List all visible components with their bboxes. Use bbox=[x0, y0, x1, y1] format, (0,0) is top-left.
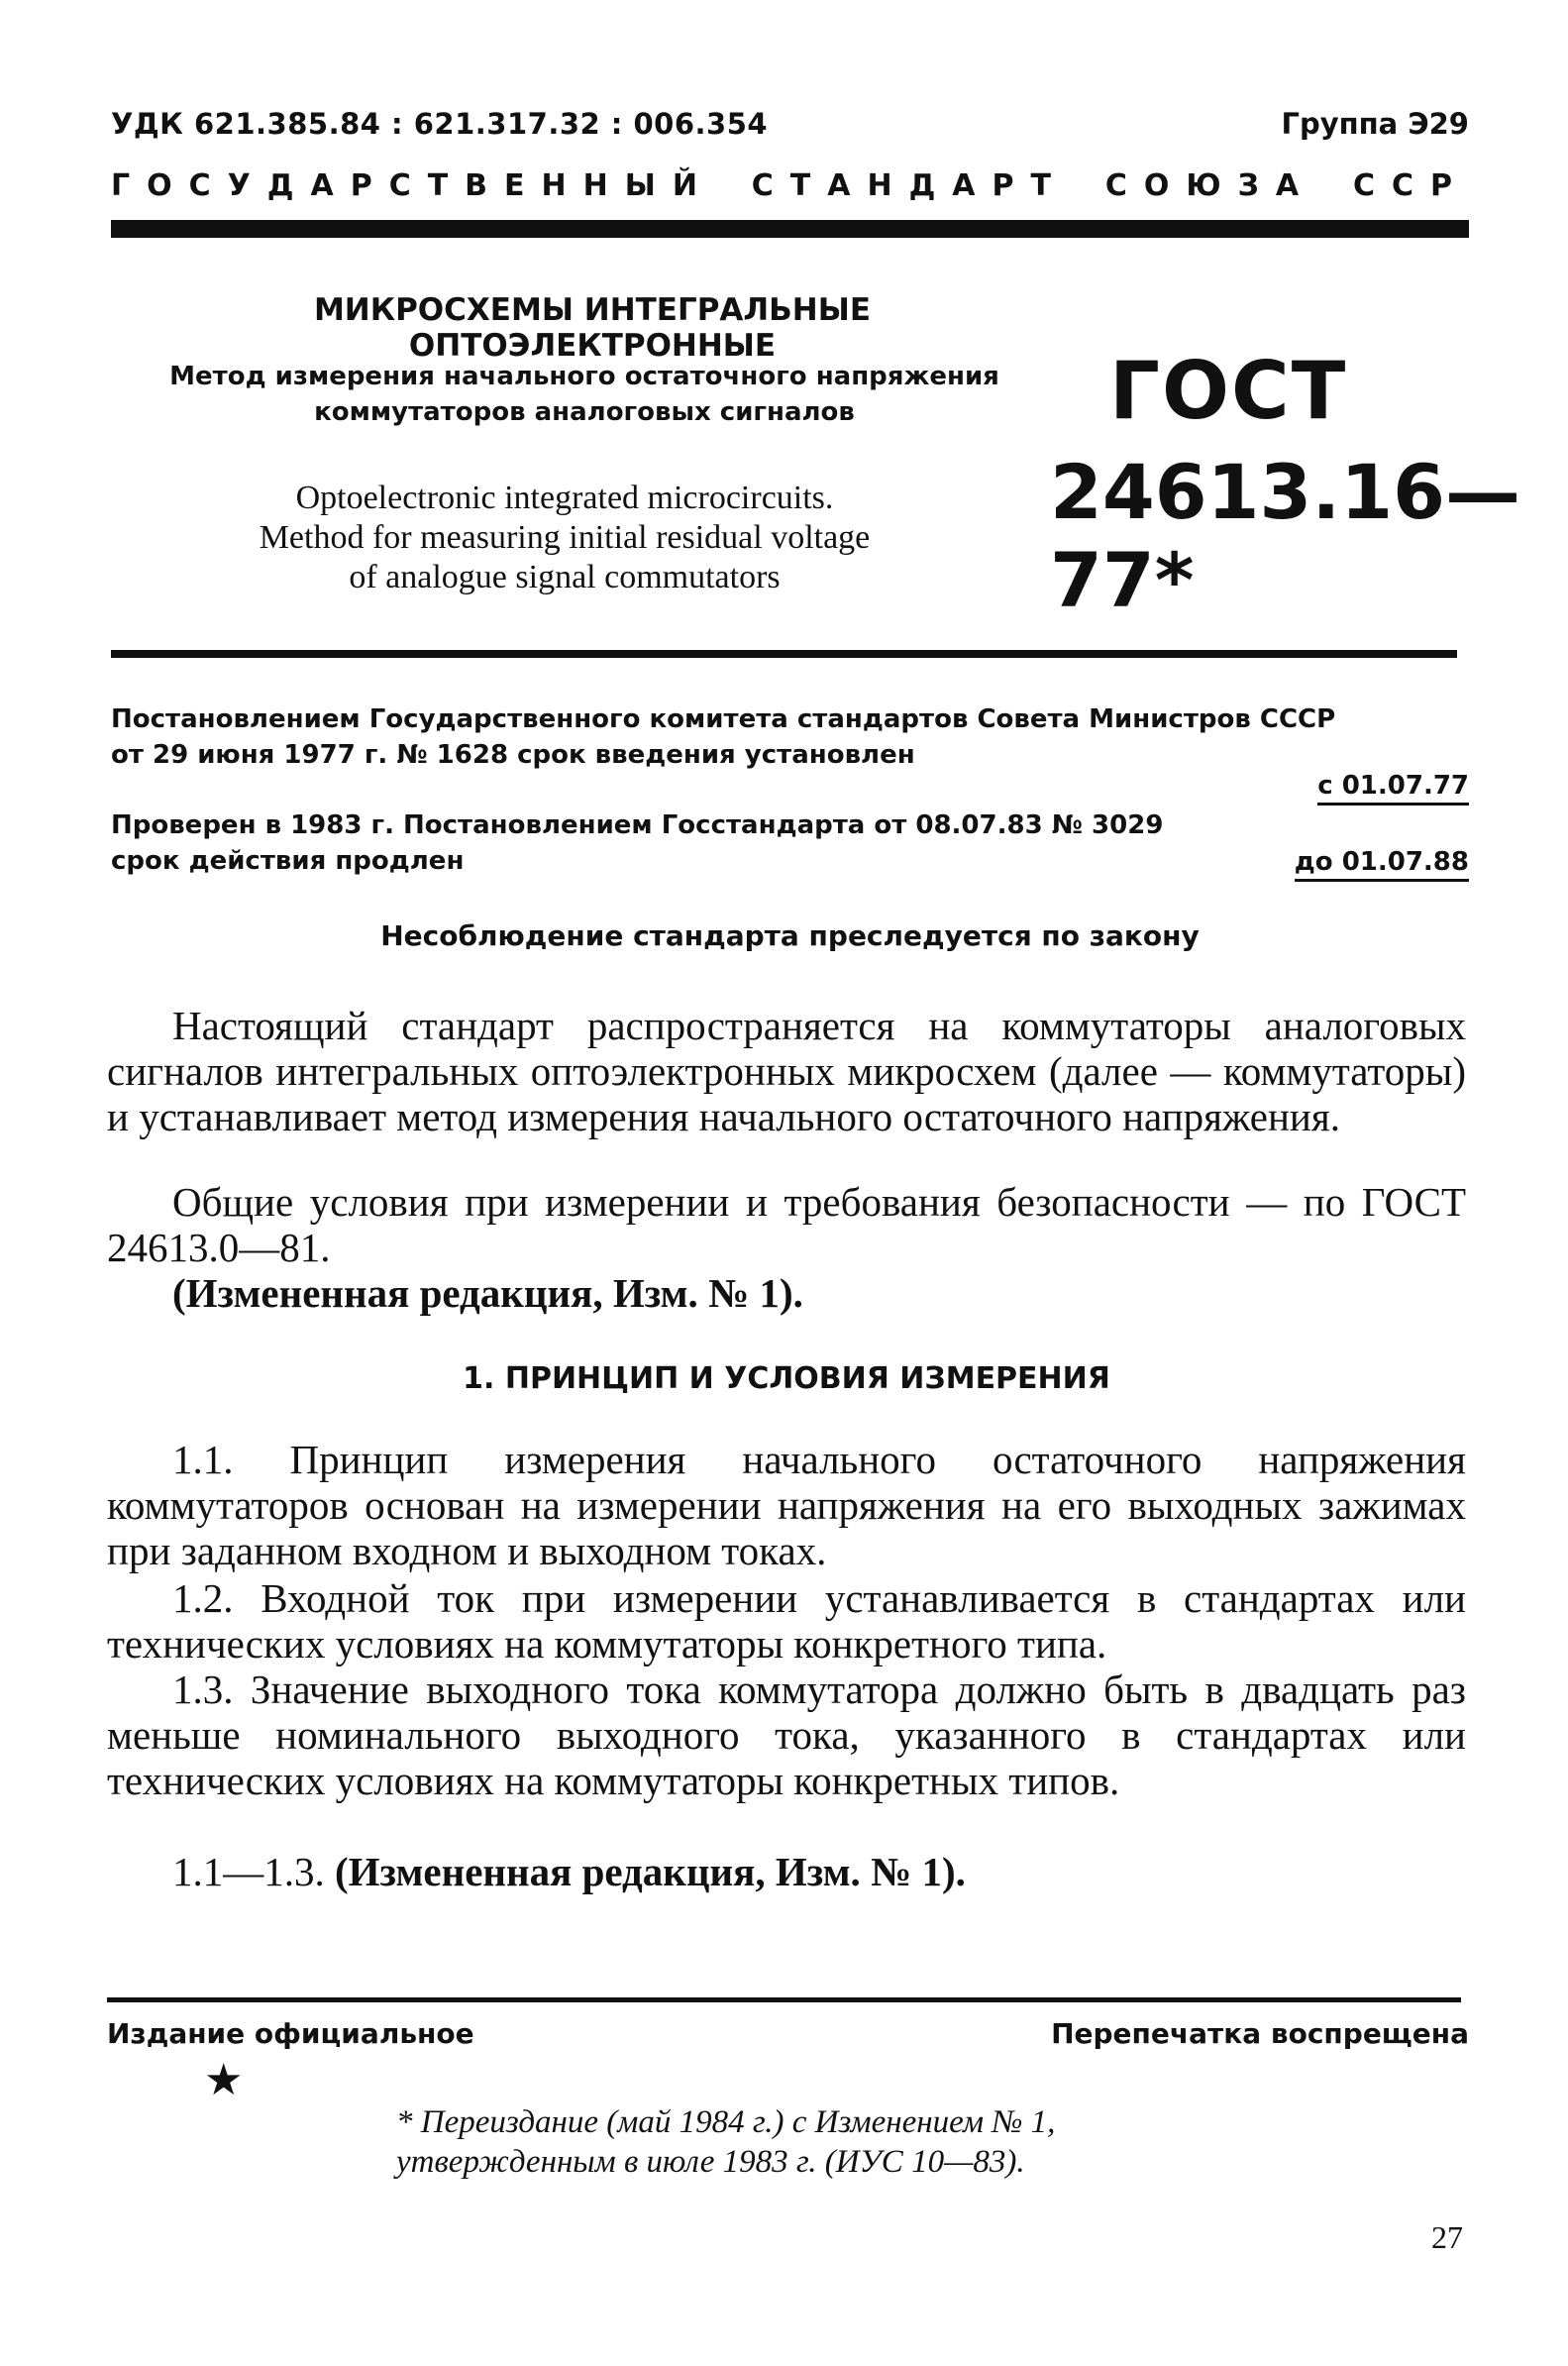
paragraph-text: 1.1. Принцип измерения начального остаточного напряжения коммутаторов основан на измерении напряжения на его выходных зажимах при заданном входном и выходном токах. bbox=[107, 1437, 1466, 1573]
decree-line: от 29 июня 1977 г. № 1628 срок введения установлен bbox=[111, 740, 915, 770]
gost-label: ГОСТ bbox=[1109, 345, 1348, 437]
amendment-note-1-1-1-3 bbox=[107, 1849, 1466, 1894]
footnote bbox=[396, 2102, 1307, 2182]
footnote-line: * Переиздание (май 1984 г.) с Изменением № 1, bbox=[396, 2104, 1056, 2140]
amendment-bold: (Измененная редакция, Изм. № 1). bbox=[335, 1849, 966, 1894]
paragraph-text: 1.3. Значение выходного тока коммутатора должно быть в двадцать раз меньше номинального выходного тока, указанного в стандартах или технических условиях на коммутаторы конкретных типов. bbox=[107, 1667, 1466, 1803]
gov-word: ССР bbox=[1352, 168, 1469, 203]
amendment-prefix: 1.1—1.3. bbox=[172, 1849, 335, 1894]
english-title-line: Method for measuring initial residual voltage bbox=[259, 519, 871, 556]
paragraph-1-3 bbox=[107, 1667, 1466, 1803]
footnote-line: утвержденным в июле 1983 г. (ИУС 10—83). bbox=[396, 2144, 1025, 2180]
paragraph-scope bbox=[107, 1003, 1466, 1139]
paragraph-1-2 bbox=[107, 1575, 1466, 1667]
paragraph-text: (Измененная редакция, Изм. № 1). bbox=[172, 1270, 803, 1316]
page-number: 27 bbox=[1431, 2219, 1463, 2255]
english-title bbox=[168, 479, 961, 597]
amendment-note bbox=[107, 1270, 1466, 1316]
group-code: Группа Э29 bbox=[1281, 107, 1469, 141]
header-rule bbox=[111, 220, 1469, 238]
paragraph-general-conditions bbox=[107, 1179, 1466, 1270]
gov-word: СТАНДАРТ bbox=[751, 168, 1068, 203]
udk-code: УДК 621.385.84 : 621.317.32 : 006.354 bbox=[111, 107, 769, 141]
paragraph-text bbox=[107, 1849, 1466, 1894]
english-title-line: of analogue signal commutators bbox=[349, 559, 781, 595]
gov-standard-heading bbox=[111, 168, 1469, 203]
gost-number: 24613.16—77* bbox=[1050, 448, 1521, 624]
section-title: 1. ПРИНЦИП И УСЛОВИЯ ИЗМЕРЕНИЯ bbox=[463, 1361, 1110, 1396]
date-from: с 01.07.77 bbox=[1317, 771, 1469, 806]
decree-text bbox=[111, 701, 1478, 773]
footer-rule bbox=[107, 1997, 1461, 2002]
checked-text bbox=[111, 807, 1300, 879]
gov-word: СОЮЗА bbox=[1104, 168, 1316, 203]
main-title: МИКРОСХЕМЫ ИНТЕГРАЛЬНЫЕ ОПТОЭЛЕКТРОННЫЕ bbox=[313, 292, 872, 364]
sub-title-line: коммутаторов аналоговых сигналов bbox=[314, 397, 855, 427]
paragraph-1-1 bbox=[107, 1437, 1466, 1573]
paragraph-text: 1.2. Входной ток при измерении устанавливается в стандартах или технических условиях на коммутаторы конкретного типа. bbox=[107, 1575, 1466, 1667]
gov-word: ГОСУДАРСТВЕННЫЙ bbox=[111, 168, 714, 203]
sub-title bbox=[114, 359, 1055, 430]
legal-notice: Несоблюдение стандарта преследуется по закону bbox=[380, 919, 1200, 952]
edition-label: Издание официальное bbox=[107, 2017, 474, 2050]
decree-line: Постановлением Государственного комитета стандартов Совета Министров СССР bbox=[111, 704, 1336, 734]
sub-title-line: Метод измерения начального остаточного напряжения bbox=[169, 362, 999, 391]
english-title-line: Optoelectronic integrated microcircuits. bbox=[295, 480, 834, 516]
checked-line: срок действия продлен bbox=[111, 846, 465, 876]
date-to: до 01.07.88 bbox=[1295, 847, 1469, 882]
star-icon: ★ bbox=[204, 2056, 244, 2104]
paragraph-text: Общие условия при измерении и требования безопасности — по ГОСТ 24613.0—81. bbox=[107, 1179, 1466, 1270]
checked-line: Проверен в 1983 г. Постановлением Госстандарта от 08.07.83 № 3029 bbox=[111, 810, 1164, 840]
title-rule bbox=[111, 650, 1457, 658]
paragraph-text: Настоящий стандарт распространяется на коммутаторы аналоговых сигналов интегральных оптоэлектронных микросхем (далее — коммутаторы) и устанавливает метод измерения начального остаточного напряжения. bbox=[107, 1003, 1466, 1139]
reprint-notice: Перепечатка воспрещена bbox=[1051, 2017, 1469, 2050]
